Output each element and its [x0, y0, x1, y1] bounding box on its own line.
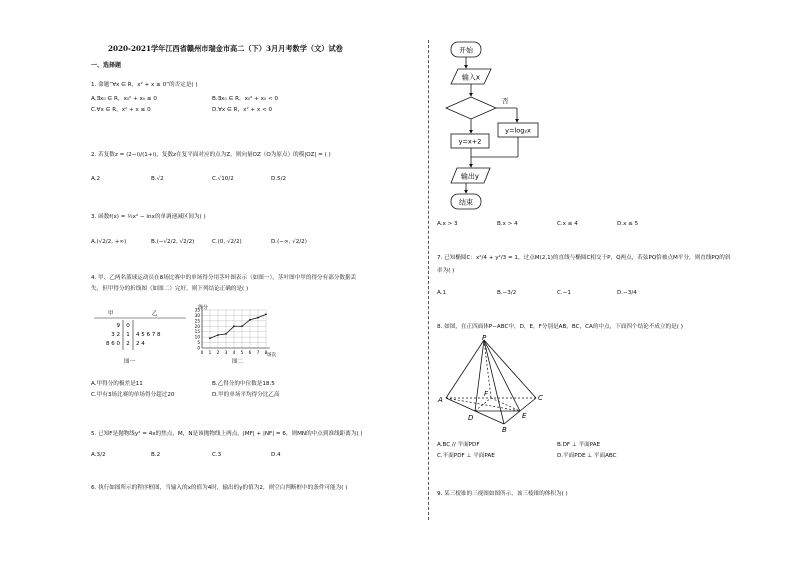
q5-option-a[interactable]: A.3/2 [91, 452, 106, 458]
q8-option-b[interactable]: B.DF ⊥ 平面PAE [557, 442, 601, 448]
q1-option-d[interactable]: D.∀x ∈ R，x² + x < 0 [212, 107, 273, 113]
flow-decision-node [446, 97, 496, 119]
q7-stem-line1: 7. 已知椭圆C：x²/4 + y²/3 = 1，过点M(2,1)的直线与椭圆C相交于P，Q两点，若弦PQ恰被点M平分，则直线PQ的斜 [437, 255, 731, 261]
q4-option-a[interactable]: A.甲得分的极差是11 [91, 381, 143, 387]
leaf-right-row1: 4 5 6 7 8 [136, 332, 161, 338]
data-point-6 [257, 317, 259, 319]
label-B: B [502, 426, 507, 434]
q3-option-d[interactable]: D.(−∞, √2/2) [271, 239, 307, 245]
flow-no-label: 否 [502, 97, 509, 105]
q7-option-d[interactable]: D.−3/4 [617, 290, 637, 296]
q1-stem: 1. 命题“∀x ∈ R，x² + x ≥ 0”的否定是( ) [91, 82, 198, 88]
label-D: D [468, 414, 474, 422]
q4-option-b[interactable]: B.乙得分的中位数是18.5 [212, 381, 275, 387]
y-tick-label-0: 0 [197, 345, 200, 351]
q2-option-d[interactable]: D.5/2 [271, 176, 287, 182]
score-line-chart [188, 302, 278, 360]
q6-option-c[interactable]: C.x ≤ 4 [557, 221, 578, 227]
y-tick-label-5: 25 [194, 318, 200, 324]
flow-start-label: 开始 [459, 46, 473, 55]
q7-option-a[interactable]: A.1 [437, 290, 447, 296]
q3-stem: 3. 函数f(x) = ½x² − lnx的单调递减区间为( ) [91, 214, 206, 220]
stem-row2: 2 [126, 341, 130, 347]
leaf-left-row2: 8 6 0 [106, 341, 120, 347]
data-point-1 [217, 334, 219, 336]
x-tick-label-6: 6 [248, 350, 252, 355]
label-C: C [538, 394, 543, 402]
q2-option-c[interactable]: C.√10/2 [212, 176, 234, 182]
leaf-left-row1: 3 2 [111, 332, 120, 338]
data-point-7 [265, 313, 267, 315]
q1-option-a[interactable]: A.∃x₀ ∈ R，x₀² + x₀ ≤ 0 [91, 96, 157, 102]
edge-PE [484, 340, 520, 411]
edge-AE-hidden [446, 398, 520, 411]
q8-stem: 8. 如图，在正四面体P−ABC中，D，E，F分别是AB，BC，CA的中点，下面四个结论不成立的是( ) [437, 324, 683, 330]
q5-option-c[interactable]: C.3 [212, 452, 222, 458]
q1-option-c[interactable]: C.∀x ∈ R，x² + x ≤ 0 [91, 107, 151, 113]
flow-end-label: 结束 [459, 198, 473, 207]
column-divider [428, 40, 429, 520]
q8-option-c[interactable]: C.平面PDF ⊥ 平面PAE [437, 453, 495, 459]
x-tick-label-0: 0 [200, 350, 204, 355]
y-tick-label-4: 20 [194, 323, 200, 329]
flowchart [436, 40, 546, 215]
label-F: F [484, 390, 489, 398]
q4-option-d[interactable]: D.甲的单场平均得分比乙高 [212, 392, 280, 398]
q3-option-b[interactable]: B.(−√2/2, √2/2) [151, 239, 195, 245]
label-E: E [522, 412, 527, 420]
chart-ylabel: 得分 [198, 305, 209, 311]
q5-option-b[interactable]: B.2 [151, 452, 161, 458]
page-title: 2020-2021学年江西省赣州市瑞金市高二（下）3月月考数学（文）试卷 [108, 44, 343, 53]
q3-option-a[interactable]: A.(√2/2, +∞) [91, 239, 127, 245]
data-point-4 [241, 325, 243, 327]
q6-option-b[interactable]: B.x > 4 [497, 221, 518, 227]
edge-PC [484, 340, 536, 398]
stem-row1: 1 [126, 332, 130, 338]
edge-PD [475, 340, 484, 411]
fig1-caption: 图一 [124, 359, 136, 365]
y-tick-label-7: 35 [194, 307, 200, 313]
data-point-2 [225, 333, 227, 335]
data-point-5 [249, 319, 251, 321]
stem-leaf-header-left: 甲 [108, 311, 114, 317]
leaf-left-row0: 9 [116, 323, 120, 329]
q7-option-b[interactable]: B.−3/2 [497, 290, 517, 296]
q7-stem-line2: 率为( ) [437, 268, 455, 274]
data-point-0 [209, 337, 211, 339]
flow-log-label: y=log₂x [505, 126, 531, 135]
label-P: P [482, 334, 487, 342]
q3-option-c[interactable]: C.(0, √2/2) [212, 239, 242, 245]
flow-output-label: 输出y [460, 172, 480, 181]
q2-stem: 2. 若复数z = (2−i)/(1+i)，复数z在复平面对应的点为Z，则向量OZ（O为原点）的模|OZ| = ( ) [91, 152, 331, 158]
q4-stem-line1: 4. 甲、乙两名篮球运动员在8场比赛中的单场得分用茎叶图表示（如图一），茎叶图中甲的得分有部分数据丢 [91, 275, 357, 281]
x-tick-label-4: 4 [232, 350, 236, 355]
flow-input-label: 输入x [461, 73, 481, 82]
q2-option-b[interactable]: B.√2 [151, 176, 164, 182]
x-tick-label-2: 2 [216, 350, 220, 355]
y-tick-label-6: 30 [194, 312, 200, 318]
y-tick-label-1: 5 [197, 340, 200, 346]
flow-add-label: y=x+2 [458, 137, 482, 146]
x-tick-label-7: 7 [256, 350, 260, 355]
y-tick-label-3: 15 [194, 329, 200, 335]
q5-option-d[interactable]: D.4 [271, 452, 281, 458]
section-heading: 一、选择题 [91, 62, 122, 69]
x-tick-label-5: 5 [240, 350, 244, 355]
x-tick-label-8: 8 [264, 350, 268, 355]
q4-stem-line2: 失，但甲得分的折线图（如图二）完好，则下列结论正确的是( ) [91, 286, 249, 292]
tetrahedron-figure [436, 334, 556, 434]
q1-option-b[interactable]: B.∃x₀ ∈ R，x₀² + x₀ < 0 [212, 96, 279, 102]
q7-option-c[interactable]: C.−1 [557, 290, 571, 296]
y-tick-label-2: 10 [194, 334, 200, 340]
stem-leaf-header-right: 乙 [152, 311, 158, 317]
q6-option-d[interactable]: D.x ≤ 5 [617, 221, 639, 227]
leaf-right-row2: 2 4 [136, 341, 145, 347]
q8-option-a[interactable]: A.BC // 平面PDF [437, 442, 480, 448]
label-A: A [438, 396, 443, 404]
stem-leaf-plot [88, 307, 188, 367]
stem-row0: 0 [126, 323, 130, 329]
fig2-caption: 图二 [232, 359, 244, 365]
edge-EF-hidden [491, 398, 520, 411]
q8-option-d[interactable]: D.平面PDE ⊥ 平面ABC [557, 453, 617, 459]
x-tick-label-1: 1 [208, 350, 212, 355]
q4-option-c[interactable]: C.甲有3场比赛的单场得分超过20 [91, 392, 175, 398]
chart-xlabel: 场次 [267, 353, 276, 358]
edge-PA [446, 340, 484, 398]
q2-option-a[interactable]: A.2 [91, 176, 101, 182]
data-point-3 [233, 325, 235, 327]
x-tick-label-3: 3 [224, 350, 228, 355]
q6-option-a[interactable]: A.x > 3 [437, 221, 458, 227]
q5-stem: 5. 已知F是抛物线y² = 4x的焦点，M，N是该抛物线上两点，|MF| + |NF| = 6，则MN的中点到准线距离为( ) [91, 431, 363, 437]
q9-stem: 9. 某三棱锥的三视图如图所示，该三棱锥的体积为( ) [437, 491, 568, 497]
q6-stem: 6. 执行如图所示的程序框图，当输入的x的值为4时，输出的y的值为2，则空白判断框中的条件可能为( ) [91, 485, 348, 491]
